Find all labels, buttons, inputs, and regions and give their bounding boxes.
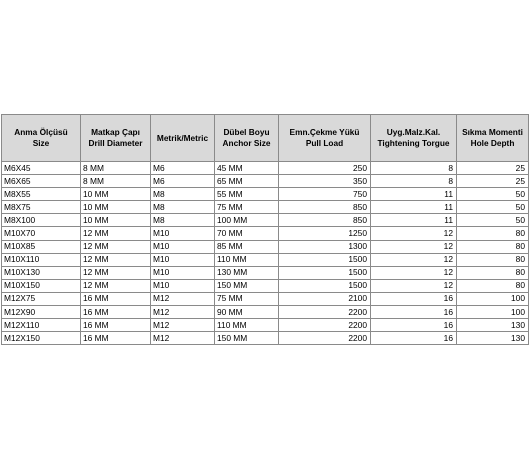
cell-anchor-size: 75 MM xyxy=(215,201,279,214)
cell-metric: M12 xyxy=(151,292,215,305)
cell-size: M8X100 xyxy=(2,214,81,227)
header-drill-diameter: Matkap Çapı Drill Diameter xyxy=(81,115,151,162)
cell-tightening-torque: 12 xyxy=(371,266,457,279)
cell-tightening-torque: 11 xyxy=(371,188,457,201)
cell-anchor-size: 130 MM xyxy=(215,266,279,279)
table-row xyxy=(2,292,529,305)
cell-anchor-size: 90 MM xyxy=(215,306,279,319)
cell-anchor-size: 65 MM xyxy=(215,175,279,188)
cell-metric: M12 xyxy=(151,332,215,345)
cell-drill-diameter: 12 MM xyxy=(81,240,151,253)
cell-drill-diameter: 12 MM xyxy=(81,266,151,279)
cell-tightening-torque: 12 xyxy=(371,227,457,240)
table-row xyxy=(2,162,529,175)
cell-hole-depth: 80 xyxy=(457,279,529,292)
cell-pull-load: 1250 xyxy=(279,227,371,240)
cell-hole-depth: 80 xyxy=(457,240,529,253)
cell-anchor-size: 85 MM xyxy=(215,240,279,253)
cell-metric: M8 xyxy=(151,201,215,214)
cell-pull-load: 1300 xyxy=(279,240,371,253)
cell-pull-load: 1500 xyxy=(279,279,371,292)
cell-size: M6X65 xyxy=(2,175,81,188)
cell-metric: M8 xyxy=(151,214,215,227)
cell-anchor-size: 45 MM xyxy=(215,162,279,175)
cell-tightening-torque: 12 xyxy=(371,279,457,292)
cell-pull-load: 2200 xyxy=(279,306,371,319)
cell-pull-load: 2200 xyxy=(279,332,371,345)
cell-drill-diameter: 16 MM xyxy=(81,292,151,305)
cell-hole-depth: 50 xyxy=(457,201,529,214)
table-row xyxy=(2,175,529,188)
table-row xyxy=(2,306,529,319)
cell-anchor-size: 110 MM xyxy=(215,319,279,332)
cell-hole-depth: 100 xyxy=(457,292,529,305)
cell-tightening-torque: 11 xyxy=(371,214,457,227)
cell-tightening-torque: 8 xyxy=(371,162,457,175)
cell-hole-depth: 50 xyxy=(457,188,529,201)
cell-anchor-size: 70 MM xyxy=(215,227,279,240)
anchor-spec-table xyxy=(1,114,529,345)
header-tightening-torque: Uyg.Malz.Kal. Tightening Torgue xyxy=(371,115,457,162)
cell-tightening-torque: 16 xyxy=(371,292,457,305)
cell-drill-diameter: 12 MM xyxy=(81,253,151,266)
cell-metric: M10 xyxy=(151,266,215,279)
table-row xyxy=(2,240,529,253)
cell-anchor-size: 110 MM xyxy=(215,253,279,266)
cell-size: M8X75 xyxy=(2,201,81,214)
table-row xyxy=(2,201,529,214)
cell-metric: M10 xyxy=(151,227,215,240)
cell-size: M10X150 xyxy=(2,279,81,292)
cell-anchor-size: 150 MM xyxy=(215,332,279,345)
cell-hole-depth: 100 xyxy=(457,306,529,319)
cell-size: M10X85 xyxy=(2,240,81,253)
cell-pull-load: 1500 xyxy=(279,253,371,266)
table-row xyxy=(2,279,529,292)
header-size: Anma Ölçüsü Size xyxy=(2,115,81,162)
cell-pull-load: 2200 xyxy=(279,319,371,332)
cell-hole-depth: 80 xyxy=(457,227,529,240)
cell-size: M8X55 xyxy=(2,188,81,201)
cell-pull-load: 1500 xyxy=(279,266,371,279)
cell-drill-diameter: 10 MM xyxy=(81,188,151,201)
cell-pull-load: 850 xyxy=(279,201,371,214)
table-row xyxy=(2,332,529,345)
cell-size: M10X70 xyxy=(2,227,81,240)
cell-tightening-torque: 8 xyxy=(371,175,457,188)
cell-hole-depth: 130 xyxy=(457,332,529,345)
cell-pull-load: 250 xyxy=(279,162,371,175)
cell-metric: M10 xyxy=(151,253,215,266)
cell-metric: M10 xyxy=(151,240,215,253)
cell-anchor-size: 100 MM xyxy=(215,214,279,227)
table-row xyxy=(2,227,529,240)
header-metric: Metrik/Metric xyxy=(151,115,215,162)
cell-metric: M12 xyxy=(151,319,215,332)
cell-drill-diameter: 16 MM xyxy=(81,319,151,332)
cell-tightening-torque: 16 xyxy=(371,319,457,332)
cell-size: M12X75 xyxy=(2,292,81,305)
header-anchor-size: Dübel Boyu Anchor Size xyxy=(215,115,279,162)
cell-hole-depth: 50 xyxy=(457,214,529,227)
cell-metric: M10 xyxy=(151,279,215,292)
table-row xyxy=(2,253,529,266)
cell-hole-depth: 25 xyxy=(457,175,529,188)
cell-anchor-size: 150 MM xyxy=(215,279,279,292)
cell-hole-depth: 80 xyxy=(457,253,529,266)
cell-size: M10X110 xyxy=(2,253,81,266)
cell-size: M12X150 xyxy=(2,332,81,345)
cell-tightening-torque: 16 xyxy=(371,306,457,319)
cell-pull-load: 350 xyxy=(279,175,371,188)
table-body xyxy=(2,162,529,345)
cell-hole-depth: 25 xyxy=(457,162,529,175)
cell-drill-diameter: 16 MM xyxy=(81,306,151,319)
cell-drill-diameter: 10 MM xyxy=(81,214,151,227)
cell-pull-load: 850 xyxy=(279,214,371,227)
cell-pull-load: 2100 xyxy=(279,292,371,305)
cell-size: M12X110 xyxy=(2,319,81,332)
cell-drill-diameter: 8 MM xyxy=(81,175,151,188)
cell-tightening-torque: 16 xyxy=(371,332,457,345)
cell-anchor-size: 75 MM xyxy=(215,292,279,305)
cell-drill-diameter: 12 MM xyxy=(81,227,151,240)
cell-tightening-torque: 12 xyxy=(371,253,457,266)
spec-table-container xyxy=(1,114,525,345)
cell-anchor-size: 55 MM xyxy=(215,188,279,201)
cell-drill-diameter: 8 MM xyxy=(81,162,151,175)
cell-tightening-torque: 12 xyxy=(371,240,457,253)
cell-hole-depth: 130 xyxy=(457,319,529,332)
cell-size: M12X90 xyxy=(2,306,81,319)
cell-hole-depth: 80 xyxy=(457,266,529,279)
header-pull-load: Emn.Çekme Yükü Pull Load xyxy=(279,115,371,162)
cell-size: M6X45 xyxy=(2,162,81,175)
table-row xyxy=(2,266,529,279)
table-row xyxy=(2,214,529,227)
cell-drill-diameter: 10 MM xyxy=(81,201,151,214)
cell-tightening-torque: 11 xyxy=(371,201,457,214)
cell-metric: M6 xyxy=(151,162,215,175)
header-hole-depth: Sıkma Momenti Hole Depth xyxy=(457,115,529,162)
cell-metric: M12 xyxy=(151,306,215,319)
cell-size: M10X130 xyxy=(2,266,81,279)
header-row xyxy=(2,115,529,162)
cell-pull-load: 750 xyxy=(279,188,371,201)
cell-drill-diameter: 12 MM xyxy=(81,279,151,292)
cell-metric: M6 xyxy=(151,175,215,188)
table-row xyxy=(2,188,529,201)
cell-drill-diameter: 16 MM xyxy=(81,332,151,345)
cell-metric: M8 xyxy=(151,188,215,201)
table-row xyxy=(2,319,529,332)
